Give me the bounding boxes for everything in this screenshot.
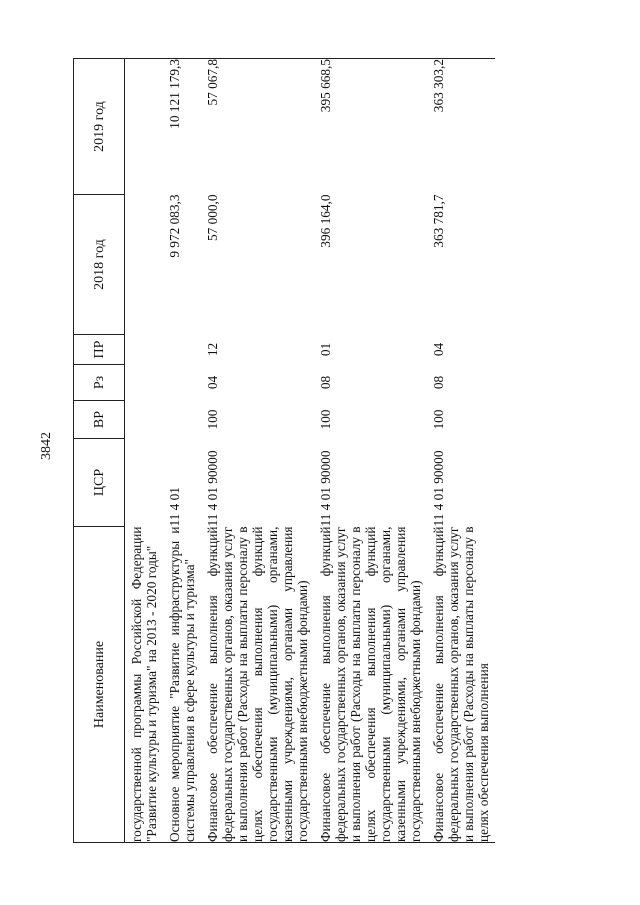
row-vr: 100 [431, 409, 446, 430]
table-header-row [74, 59, 125, 843]
row-rz: 08 [318, 375, 333, 390]
row-2019 [125, 59, 164, 195]
row-name: Финансовое обеспечение выполнения функций федеральных государственных органов, оказания услуг и выполнения работ (Расходы на выплаты персоналу в целях обеспечения выполнения функций государственными (муниципальными) органами, казенными учреждениями, органами управления государственными внебюджетными фондами) [314, 527, 427, 843]
row-2018: 396 164,0 [318, 194, 333, 248]
table-row [125, 59, 164, 843]
row-vr [125, 401, 164, 439]
header-2018: 2018 год [74, 195, 125, 335]
budget-table [73, 58, 495, 843]
row-name: Основное мероприятие "Развитие инфраструктуры и системы управления в сфере культуры и туризма" [163, 527, 201, 843]
row-csr: 11 4 01 [167, 487, 182, 527]
table-row [201, 59, 314, 843]
row-2018: 57 000,0 [205, 194, 220, 242]
row-name: Финансовое обеспечение выполнения функций федеральных государственных органов, оказания услуг и выполнения работ (Расходы на выплаты персоналу в целях обеспечения выполнения функций государственными (муниципальными) органами, казенными учреждениями, органами управления государственными внебюджетными фондами) [201, 527, 314, 843]
table-row [314, 59, 427, 843]
row-2019: 395 668,5 [314, 59, 427, 195]
row-pr: 04 [431, 342, 446, 357]
row-csr: 11 4 01 90000 [205, 450, 220, 527]
row-2019: 57 067,8 [201, 59, 314, 195]
header-csr: ЦСР [74, 439, 125, 527]
header-2019: 2019 год [74, 59, 125, 195]
row-vr: 100 [205, 409, 220, 430]
page-number: 3842 [39, 432, 54, 460]
row-csr [125, 439, 164, 527]
row-vr: 100 [318, 409, 333, 430]
row-rz: 08 [431, 375, 446, 390]
row-2018: 363 781,7 [431, 194, 446, 248]
row-2018 [125, 195, 164, 335]
header-vr: ВР [74, 401, 125, 439]
header-rz: Рз [74, 365, 125, 401]
row-csr: 11 4 01 90000 [431, 450, 446, 527]
rotated-page-content [73, 59, 607, 843]
row-name: Финансовое обеспечение выполнения функций федеральных государственных органов, оказания услуг и выполнения работ (Расходы на выплаты персоналу в целях обеспечения выполнения [427, 527, 495, 843]
row-pr [125, 335, 164, 365]
header-pr: ПР [74, 335, 125, 365]
row-rz: 04 [205, 375, 220, 390]
row-rz [163, 365, 201, 401]
row-pr: 01 [318, 342, 333, 357]
row-pr [163, 335, 201, 365]
row-2019: 10 121 179,3 [163, 59, 201, 195]
table-row [163, 59, 201, 843]
row-2019: 363 303,2 [427, 59, 495, 195]
row-2018: 9 972 083,3 [167, 194, 182, 258]
row-name: государственной программы Российской Федерации "Развитие культуры и туризма" на 2013 - 2020 годы" [125, 527, 164, 843]
row-csr: 11 4 01 90000 [318, 450, 333, 527]
table-row [427, 59, 495, 843]
row-pr: 12 [205, 342, 220, 357]
row-vr [163, 401, 201, 439]
row-rz [125, 365, 164, 401]
header-name: Наименование [74, 527, 125, 843]
